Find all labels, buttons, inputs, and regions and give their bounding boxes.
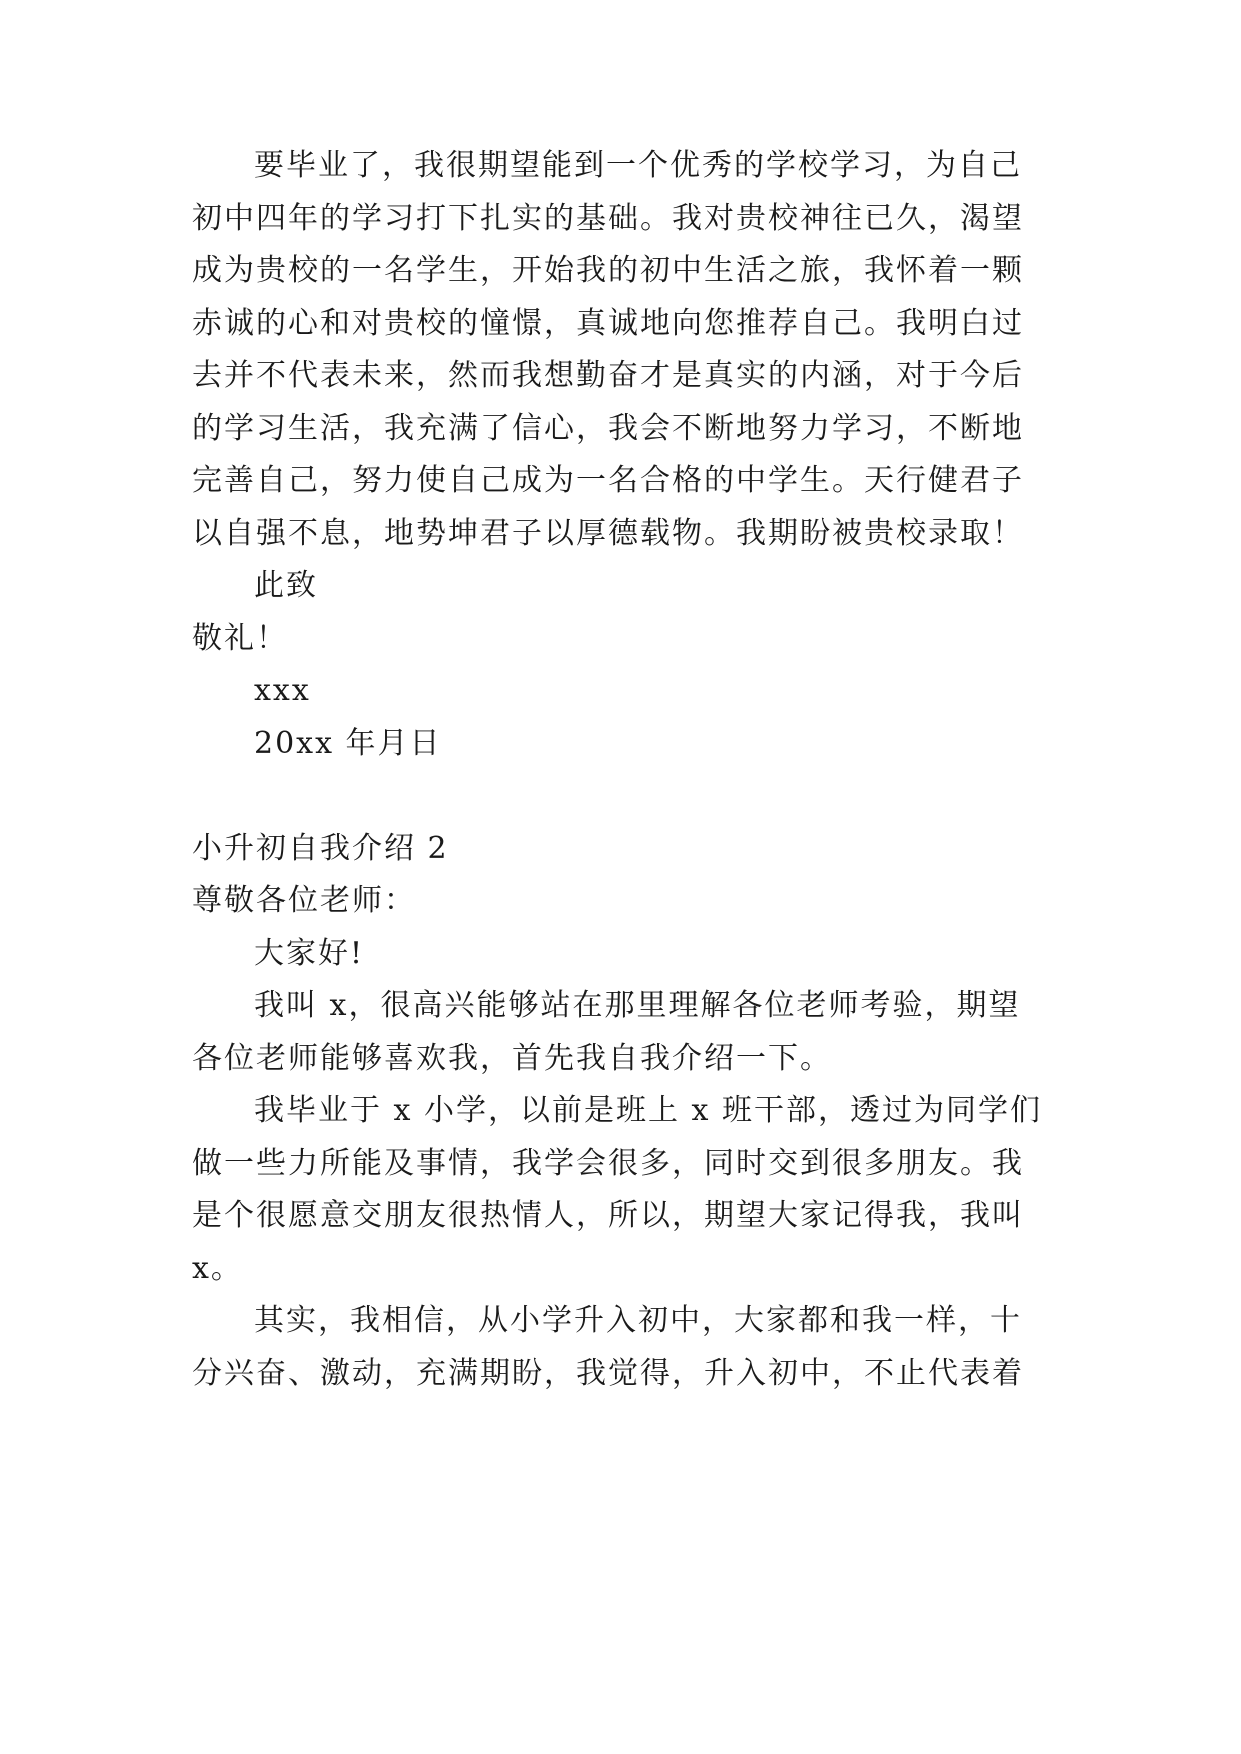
text-line: 赤诚的心和对贵校的憧憬，真诚地向您推荐自己。我明白过	[192, 306, 1024, 341]
text-line: 是个很愿意交朋友很热情人，所以，期望大家记得我，我叫	[192, 1198, 1024, 1233]
text-line: 成为贵校的一名学生，开始我的初中生活之旅，我怀着一颗	[192, 253, 1024, 288]
text-line: x。	[192, 1251, 243, 1286]
section-title: 小升初自我介绍 2	[192, 831, 449, 866]
text-line: 我叫 x，很高兴能够站在那里理解各位老师考验，期望	[254, 988, 1021, 1023]
text-line: 去并不代表未来，然而我想勤奋才是真实的内涵，对于今后	[192, 358, 1024, 393]
text-line: 完善自己，努力使自己成为一名合格的中学生。天行健君子	[192, 463, 1024, 498]
text-line: 各位老师能够喜欢我，首先我自我介绍一下。	[192, 1041, 832, 1076]
text-line: 的学习生活，我充满了信心，我会不断地努力学习，不断地	[192, 411, 1024, 446]
text-line: 做一些力所能及事情，我学会很多，同时交到很多朋友。我	[192, 1146, 1024, 1181]
greeting: 尊敬各位老师：	[192, 883, 416, 918]
text-line: 分兴奋、激动，充满期盼，我觉得，升入初中，不止代表着	[192, 1356, 1024, 1391]
text-line: 我毕业于 x 小学，以前是班上 x 班干部，透过为同学们	[254, 1093, 1042, 1128]
text-line: 要毕业了，我很期望能到一个优秀的学校学习，为自己	[254, 148, 1022, 183]
text-line: 以自强不息，地势坤君子以厚德载物。我期盼被贵校录取！	[192, 516, 1024, 551]
text-line: 其实，我相信，从小学升入初中，大家都和我一样，十	[254, 1303, 1022, 1338]
letter-signature: xxx	[254, 673, 311, 708]
letter-salute: 敬礼！	[192, 621, 288, 656]
hello-line: 大家好!	[254, 936, 365, 971]
letter-date: 20xx 年月日	[254, 726, 442, 761]
letter-closing: 此致	[254, 568, 318, 603]
text-line: 初中四年的学习打下扎实的基础。我对贵校神往已久，渴望	[192, 201, 1024, 236]
